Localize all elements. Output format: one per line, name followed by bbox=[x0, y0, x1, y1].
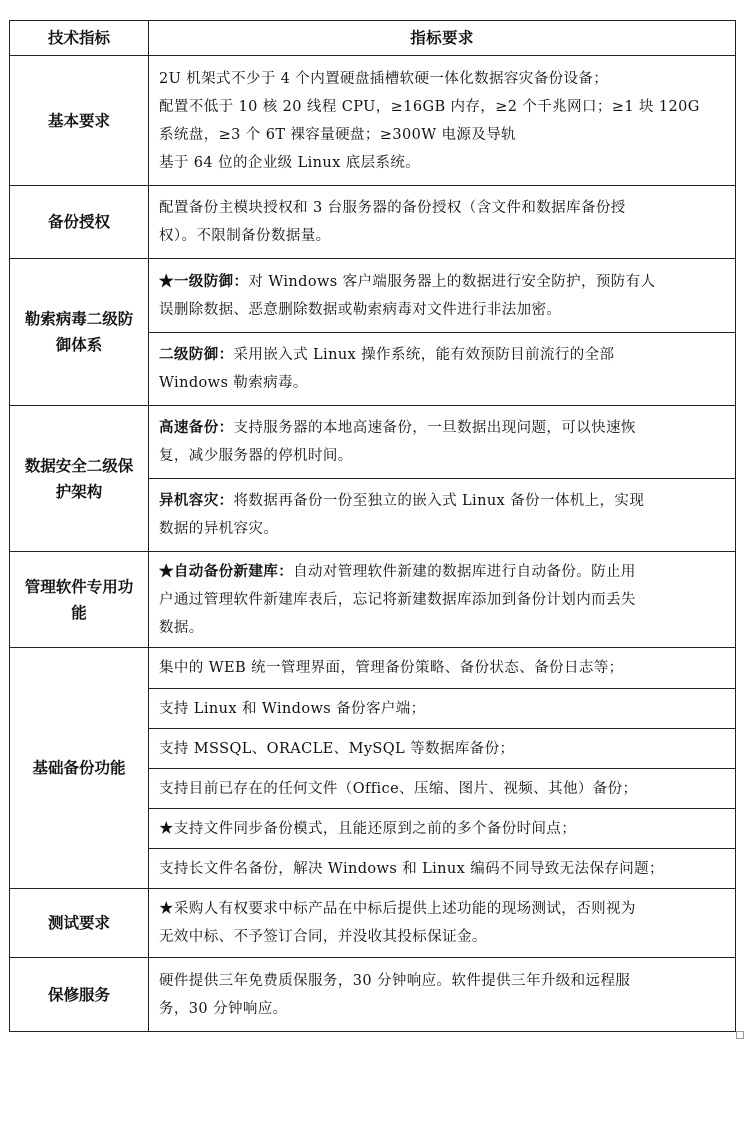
indicator-cell: 基本要求 bbox=[10, 56, 149, 186]
requirement-text: 系统盘，≥3 个 6T 裸容量硬盘；≥300W 电源及导轨 bbox=[159, 126, 517, 143]
requirement-cell bbox=[149, 648, 736, 689]
indicator-cell: 管理软件专用功能 bbox=[10, 552, 149, 648]
requirement-text: 自动对管理软件新建的数据库进行自动备份。防止用 bbox=[293, 563, 636, 580]
table-row bbox=[10, 958, 736, 1032]
requirement-cell bbox=[149, 849, 736, 889]
requirement-text: 采用嵌入式 Linux 操作系统，能有效预防目前流行的全部 bbox=[233, 347, 615, 363]
requirement-text: 复，减少服务器的停机时间。 bbox=[159, 448, 353, 464]
requirement-line bbox=[159, 369, 725, 397]
requirement-cell bbox=[149, 333, 736, 406]
requirement-text: Windows 勒索病毒。 bbox=[159, 375, 308, 391]
requirement-text: 配置备份主模块授权和 3 台服务器的备份授权（含文件和数据库备份授 bbox=[159, 200, 626, 216]
requirement-text: 务，30 分钟响应。 bbox=[159, 1000, 288, 1017]
requirement-text: 支持服务器的本地高速备份，一旦数据出现问题，可以快速恢 bbox=[233, 420, 636, 436]
requirement-line bbox=[159, 487, 725, 515]
requirement-cell bbox=[149, 689, 736, 729]
indicator-cell: 保修服务 bbox=[10, 958, 149, 1032]
requirement-text: 数据。 bbox=[159, 619, 204, 636]
page-corner-mark bbox=[736, 1031, 744, 1039]
requirement-line bbox=[159, 695, 725, 723]
requirement-heading: ★自动备份新建库： bbox=[159, 562, 294, 580]
requirements-table bbox=[9, 20, 736, 1032]
indicator-cell: 数据安全二级保护架构 bbox=[10, 406, 149, 552]
table-row bbox=[10, 552, 736, 648]
requirement-cell bbox=[149, 56, 736, 186]
requirement-text: 支持 Linux 和 Windows 备份客户端； bbox=[159, 700, 426, 717]
requirement-line bbox=[159, 654, 725, 682]
requirement-line bbox=[159, 149, 725, 177]
requirement-line bbox=[159, 923, 725, 951]
requirement-text: 数据的异机容灾。 bbox=[159, 521, 279, 537]
requirement-text: 2U 机架式不少于 4 个内置硬盘插槽软硬一体化数据容灾备份设备； bbox=[159, 70, 609, 87]
requirement-line bbox=[159, 341, 725, 369]
requirement-line bbox=[159, 65, 725, 93]
requirement-text: 支持目前已存在的任何文件（Office、压缩、图片、视频、其他）备份； bbox=[159, 780, 638, 797]
header-indicator: 技术指标 bbox=[10, 21, 149, 56]
requirement-cell bbox=[149, 769, 736, 809]
indicator-cell: 勒索病毒二级防御体系 bbox=[10, 259, 149, 406]
requirement-cell bbox=[149, 958, 736, 1032]
requirement-cell bbox=[149, 259, 736, 333]
requirement-text: 配置不低于 10 核 20 线程 CPU，≥16GB 内存，≥2 个千兆网口；≥1 块 120G bbox=[159, 98, 700, 115]
requirement-line bbox=[159, 268, 725, 296]
requirement-line bbox=[159, 895, 725, 923]
requirement-text: 集中的 WEB 统一管理界面，管理备份策略、备份状态、备份日志等； bbox=[159, 660, 624, 676]
requirement-cell bbox=[149, 809, 736, 849]
table-row bbox=[10, 406, 736, 479]
requirement-line bbox=[159, 414, 725, 442]
requirement-text: 对 Windows 客户端服务器上的数据进行安全防护，预防有人 bbox=[248, 273, 656, 290]
requirement-text: 误删除数据、恶意删除数据或勒索病毒对文件进行非法加密。 bbox=[159, 301, 562, 318]
requirement-line bbox=[159, 222, 725, 250]
requirement-line bbox=[159, 614, 725, 642]
requirement-text: 将数据再备份一份至独立的嵌入式 Linux 备份一体机上，实现 bbox=[233, 493, 645, 509]
requirement-heading: 异机容灾： bbox=[159, 492, 234, 509]
requirement-text: 无效中标、不予签订合同，并没收其投标保证金。 bbox=[159, 929, 487, 945]
requirement-line bbox=[159, 815, 725, 843]
table-row bbox=[10, 56, 736, 186]
table-row bbox=[10, 648, 736, 689]
requirement-line bbox=[159, 735, 725, 763]
table-row bbox=[10, 259, 736, 333]
requirement-line bbox=[159, 586, 725, 614]
requirement-text: 支持长文件名备份，解决 Windows 和 Linux 编码不同导致无法保存问题； bbox=[159, 860, 664, 877]
indicator-cell: 测试要求 bbox=[10, 889, 149, 958]
indicator-cell: 备份授权 bbox=[10, 186, 149, 259]
requirement-line bbox=[159, 558, 725, 586]
requirement-line bbox=[159, 121, 725, 149]
requirement-line bbox=[159, 995, 725, 1023]
requirement-cell bbox=[149, 186, 736, 259]
requirement-text: ★采购人有权要求中标产品在中标后提供上述功能的现场测试，否则视为 bbox=[159, 901, 636, 917]
requirement-text: 权）。不限制备份数据量。 bbox=[159, 228, 331, 244]
requirement-text: 硬件提供三年免费质保服务，30 分钟响应。软件提供三年升级和远程服 bbox=[159, 972, 631, 989]
requirement-text: 户通过管理软件新建库表后，忘记将新建数据库添加到备份计划内而丢失 bbox=[159, 591, 636, 608]
requirement-cell bbox=[149, 889, 736, 958]
table-row bbox=[10, 889, 736, 958]
requirement-line bbox=[159, 775, 725, 803]
requirement-text: 基于 64 位的企业级 Linux 底层系统。 bbox=[159, 154, 421, 171]
requirement-heading: 高速备份： bbox=[159, 419, 234, 436]
indicator-cell: 基础备份功能 bbox=[10, 648, 149, 889]
requirement-line bbox=[159, 442, 725, 470]
requirement-text: 支持 MSSQL、ORACLE、MySQL 等数据库备份； bbox=[159, 740, 515, 757]
requirement-cell bbox=[149, 552, 736, 648]
requirement-heading: ★一级防御： bbox=[159, 272, 249, 290]
requirement-line bbox=[159, 93, 725, 121]
requirement-line bbox=[159, 515, 725, 543]
requirement-cell bbox=[149, 729, 736, 769]
requirement-line bbox=[159, 194, 725, 222]
requirement-cell bbox=[149, 406, 736, 479]
requirement-line bbox=[159, 296, 725, 324]
requirement-cell bbox=[149, 479, 736, 552]
table-header-row bbox=[10, 21, 736, 56]
table-row bbox=[10, 186, 736, 259]
requirement-text: ★支持文件同步备份模式，且能还原到之前的多个备份时间点； bbox=[159, 820, 577, 837]
header-requirement: 指标要求 bbox=[149, 21, 736, 56]
requirement-line bbox=[159, 855, 725, 883]
requirement-line bbox=[159, 967, 725, 995]
requirement-heading: 二级防御： bbox=[159, 346, 234, 363]
